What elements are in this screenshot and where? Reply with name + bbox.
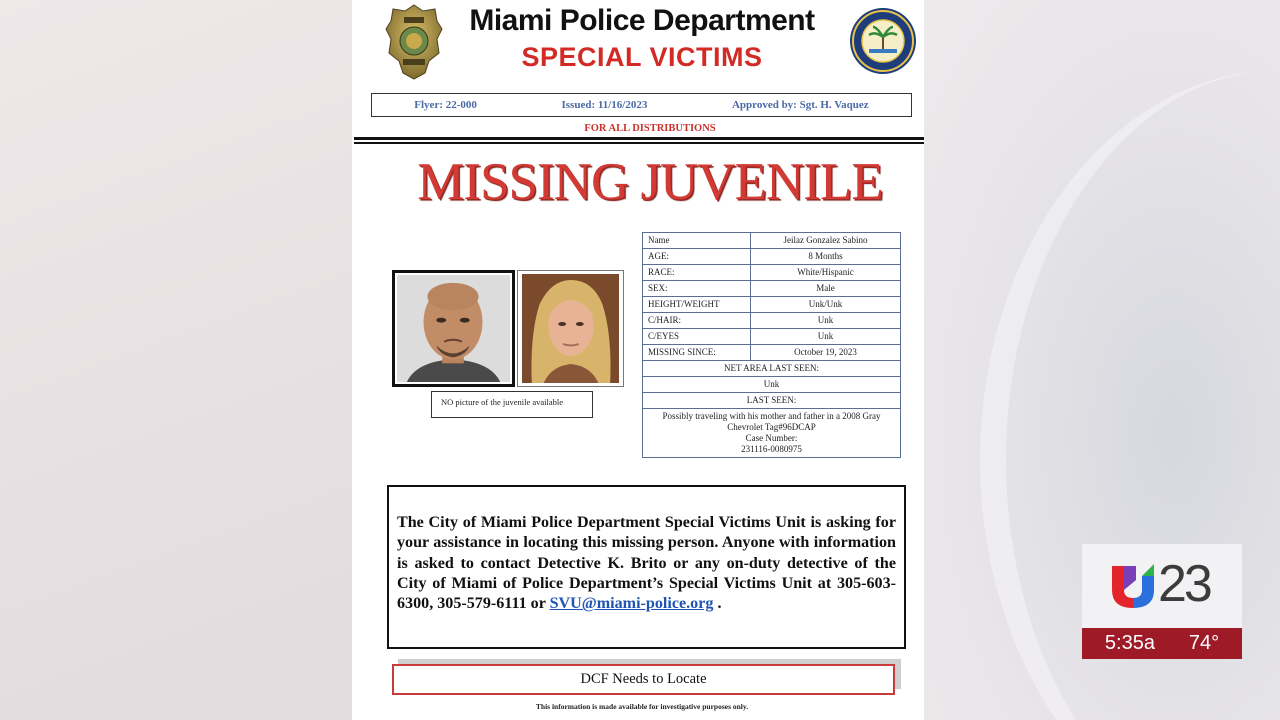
missing-person-details-table [642, 232, 901, 458]
sex-value: Male [751, 281, 901, 297]
department-title: Miami Police Department [469, 4, 815, 37]
station-bug [1082, 544, 1242, 659]
approved-by: Approved by: Sgt. H. Vaquez [731, 99, 869, 111]
net-area-value: Unk [643, 377, 901, 393]
sex-label: SEX: [643, 281, 751, 297]
eyes-label: C/EYES [643, 329, 751, 345]
assistance-message [387, 485, 906, 649]
race-value: White/Hispanic [751, 265, 901, 281]
last-seen-line-1: Possibly traveling with his mother and father in a 2008 Gray [662, 411, 881, 421]
missing-since-label: MISSING SINCE: [643, 345, 751, 361]
channel-number: 23 [1158, 555, 1210, 613]
current-time: 5:35a [1104, 632, 1155, 654]
time-temperature-bar [1082, 628, 1242, 659]
name-value: Jeilaz Gonzalez Sabino [751, 233, 901, 249]
table-row [643, 393, 901, 409]
mother-photo [517, 270, 624, 387]
current-temperature: 74° [1188, 632, 1220, 654]
age-value: 8 Months [751, 249, 901, 265]
height-weight-label: HEIGHT/WEIGHT [643, 297, 751, 313]
univision-logo-icon [1108, 560, 1158, 610]
case-number-value: 231116-0080975 [741, 444, 802, 454]
no-picture-note: NO picture of the juvenile available [431, 391, 593, 418]
unit-title: SPECIAL VICTIMS [521, 42, 763, 72]
distribution-note: FOR ALL DISTRIBUTIONS [584, 123, 716, 134]
height-weight-value: Unk/Unk [751, 297, 901, 313]
missing-since-value: October 19, 2023 [751, 345, 901, 361]
table-row [643, 361, 901, 377]
table-row [643, 377, 901, 393]
city-seal-icon [849, 7, 917, 75]
issued-date: Issued: 11/16/2023 [561, 99, 648, 111]
last-seen-description [643, 409, 901, 458]
name-label: Name [643, 233, 751, 249]
last-seen-label: LAST SEEN: [643, 393, 901, 409]
age-label: AGE: [643, 249, 751, 265]
dcf-note: DCF Needs to Locate [392, 664, 895, 695]
footnote: This information is made available for investigative purposes only. [535, 702, 749, 711]
table-row [643, 249, 901, 265]
flyer-number: Flyer: 22-000 [414, 99, 477, 111]
person-photo-icon [397, 275, 510, 382]
table-row [643, 297, 901, 313]
divider-rule [354, 137, 924, 140]
case-number-label: Case Number: [745, 433, 798, 443]
station-logo-panel [1082, 544, 1242, 628]
table-row [643, 329, 901, 345]
eyes-value: Unk [751, 329, 901, 345]
hair-value: Unk [751, 313, 901, 329]
hair-label: C/HAIR: [643, 313, 751, 329]
email-link[interactable]: SVU@miami-police.org [549, 595, 714, 613]
table-row [643, 409, 901, 458]
headline: MISSING JUVENILE [417, 153, 883, 211]
message-end: . [713, 595, 722, 613]
police-badge-icon [385, 3, 443, 81]
table-row [643, 281, 901, 297]
background-left [0, 0, 352, 720]
flyer-info-bar [371, 93, 912, 117]
missing-person-flyer [352, 0, 924, 720]
last-seen-line-2: Chevrolet Tag#96DCAP [727, 422, 816, 432]
person-photo-icon [522, 274, 619, 383]
table-row [643, 265, 901, 281]
divider-rule-thin [354, 142, 924, 144]
table-row [643, 345, 901, 361]
race-label: RACE: [643, 265, 751, 281]
message-text: The City of Miami Police Department Special Victims Unit is asking for your assistance in locating this missing person. Anyone with information is asked to contact Detective K. Brito or any on-duty detective of the City of Miami of Police Department’s Special Victims Unit at 305-603-6300, 305-579-6111 or [397, 514, 896, 613]
table-row [643, 233, 901, 249]
net-area-label: NET AREA LAST SEEN: [643, 361, 901, 377]
father-photo [392, 270, 515, 387]
table-row [643, 313, 901, 329]
